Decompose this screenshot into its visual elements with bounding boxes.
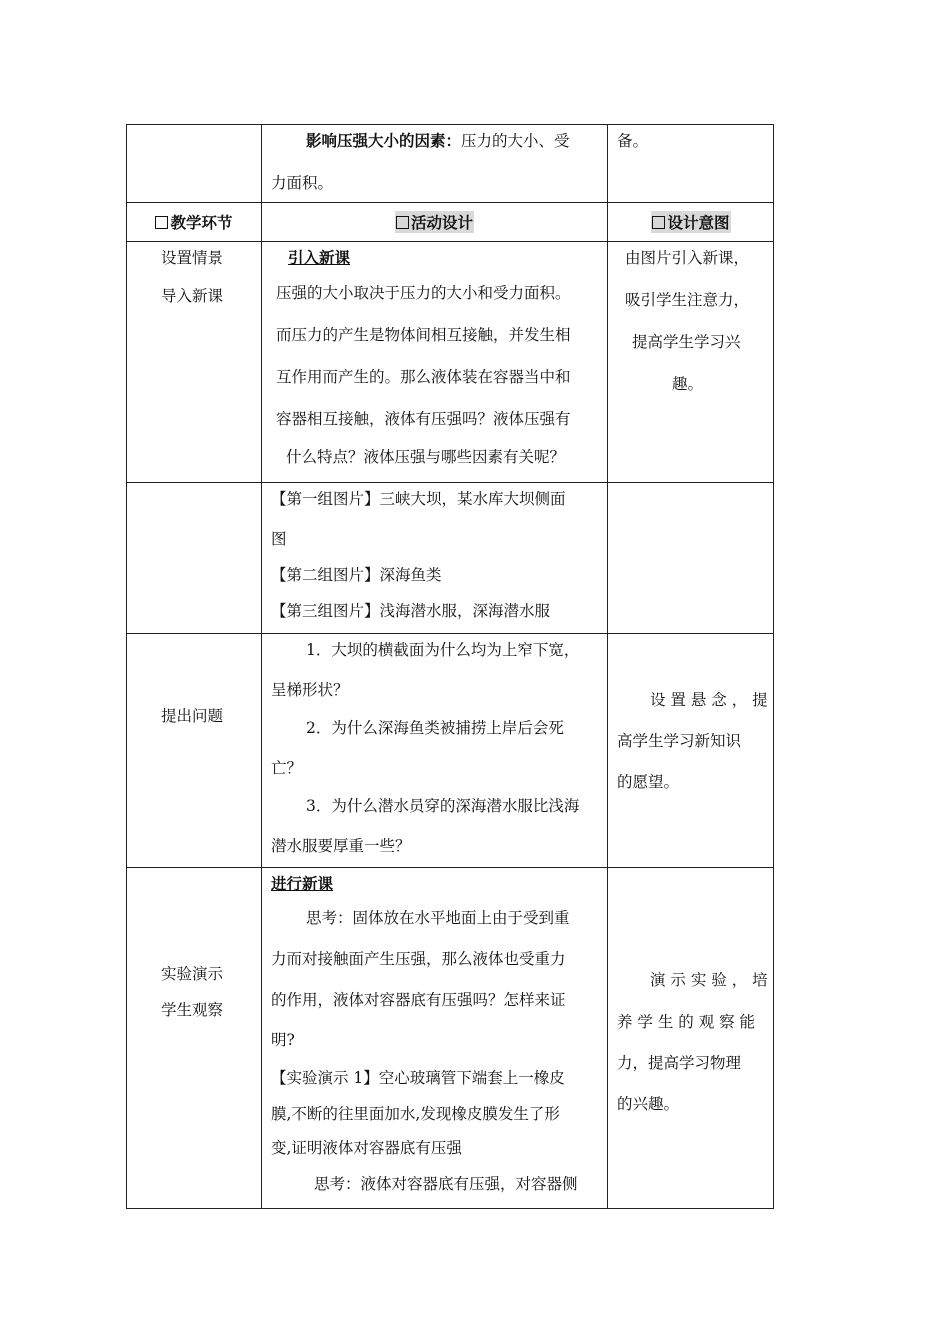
paragraph-line: 而压力的产生是物体间相互接触，并发生相 (276, 326, 571, 344)
question-line: 2．为什么深海鱼类被捕捞上岸后会死 (306, 719, 564, 737)
intent-line: 演 示 实 验 ， 培 (650, 971, 768, 989)
header-stage-label: 教学环节 (170, 214, 233, 232)
image-group-line: 【第二组图片】深海鱼类 (271, 566, 442, 584)
checkbox-icon (396, 216, 409, 229)
section-title: 引入新课 (288, 249, 351, 267)
row1-activity (262, 242, 607, 482)
header-activity-label: 活动设计 (410, 214, 473, 232)
row1-stage (127, 242, 261, 482)
intent-line: 设 置 悬 念 ， 提 (650, 691, 768, 709)
row4-activity (262, 868, 607, 1208)
intent-line: 养 学 生 的 观 察 能 (617, 1013, 756, 1031)
paragraph-line: 压强的大小取决于压力的大小和受力面积。 (276, 284, 571, 302)
intent-line: 的兴趣。 (617, 1095, 680, 1113)
checkbox-icon (155, 216, 168, 229)
question-line: 呈梯形状？ (271, 681, 349, 699)
lesson-plan-table (126, 124, 774, 1209)
row1-intent (608, 242, 774, 482)
row2-activity (262, 483, 607, 633)
header-intent (608, 203, 774, 241)
intent-text: 备。 (617, 132, 649, 150)
paragraph-line: 明? (271, 1031, 295, 1049)
image-group-line: 图 (271, 530, 287, 548)
factor-heading: 影响压强大小的因素： (306, 132, 462, 150)
intent-line: 趣。 (672, 375, 704, 393)
stage-label: 导入新课 (161, 287, 224, 305)
question-line: 1．大坝的横截面为什么均为上窄下宽， (306, 641, 580, 659)
intent-line: 吸引学生注意力， (625, 291, 750, 309)
paragraph-line: 互作用而产生的。那么液体装在容器当中和 (276, 368, 571, 386)
checkbox-icon (652, 216, 665, 229)
paragraph-line: 膜,不断的往里面加水,发现橡皮膜发生了形 (271, 1105, 560, 1123)
image-group-line: 【第一组图片】三峡大坝，某水库大坝侧面 (271, 490, 566, 508)
intent-line: 提高学生学习兴 (632, 333, 741, 351)
row4-intent (608, 868, 774, 1208)
image-group-line: 【第三组图片】浅海潜水服，深海潜水服 (271, 602, 551, 620)
stage-label: 设置情景 (161, 249, 224, 267)
intent-line: 力，提高学习物理 (617, 1054, 742, 1072)
intent-line: 由图片引入新课， (625, 249, 750, 267)
row3-activity (262, 634, 607, 867)
paragraph-line: 什么特点？液体压强与哪些因素有关呢？ (286, 448, 566, 466)
stage-label: 学生观察 (161, 1001, 224, 1019)
header-intent-label: 设计意图 (667, 214, 730, 232)
header-activity (262, 203, 607, 241)
row3-stage (127, 634, 261, 867)
row0-activity (262, 125, 607, 202)
factor-text: 压力的大小、受 (461, 132, 570, 150)
paragraph-line: 容器相互接触，液体有压强吗？液体压强有 (276, 410, 571, 428)
header-stage (127, 203, 261, 241)
question-line: 3．为什么潜水员穿的深海潜水服比浅海 (306, 797, 580, 815)
question-line: 亡？ (271, 759, 303, 777)
factor-text-cont: 力面积。 (271, 174, 334, 192)
paragraph-line: 【实验演示 1】空心玻璃管下端套上一橡皮 (271, 1069, 565, 1087)
paragraph-line: 思考：固体放在水平地面上由于受到重 (306, 909, 570, 927)
row4-stage (127, 868, 261, 1208)
question-line: 潜水服要厚重一些？ (271, 837, 411, 855)
stage-label: 实验演示 (161, 965, 224, 983)
intent-line: 的愿望。 (617, 773, 680, 791)
paragraph-line: 思考：液体对容器底有压强，对容器侧 (314, 1175, 578, 1193)
paragraph-line: 的作用，液体对容器底有压强吗？怎样来证 (271, 991, 566, 1009)
paragraph-line: 变,证明液体对容器底有压强 (271, 1139, 462, 1157)
stage-label: 提出问题 (161, 707, 224, 725)
paragraph-line: 力而对接触面产生压强，那么液体也受重力 (271, 950, 566, 968)
intent-line: 高学生学习新知识 (617, 732, 742, 750)
section-title: 进行新课 (271, 875, 334, 893)
row3-intent (608, 634, 774, 867)
row0-intent (608, 125, 774, 202)
